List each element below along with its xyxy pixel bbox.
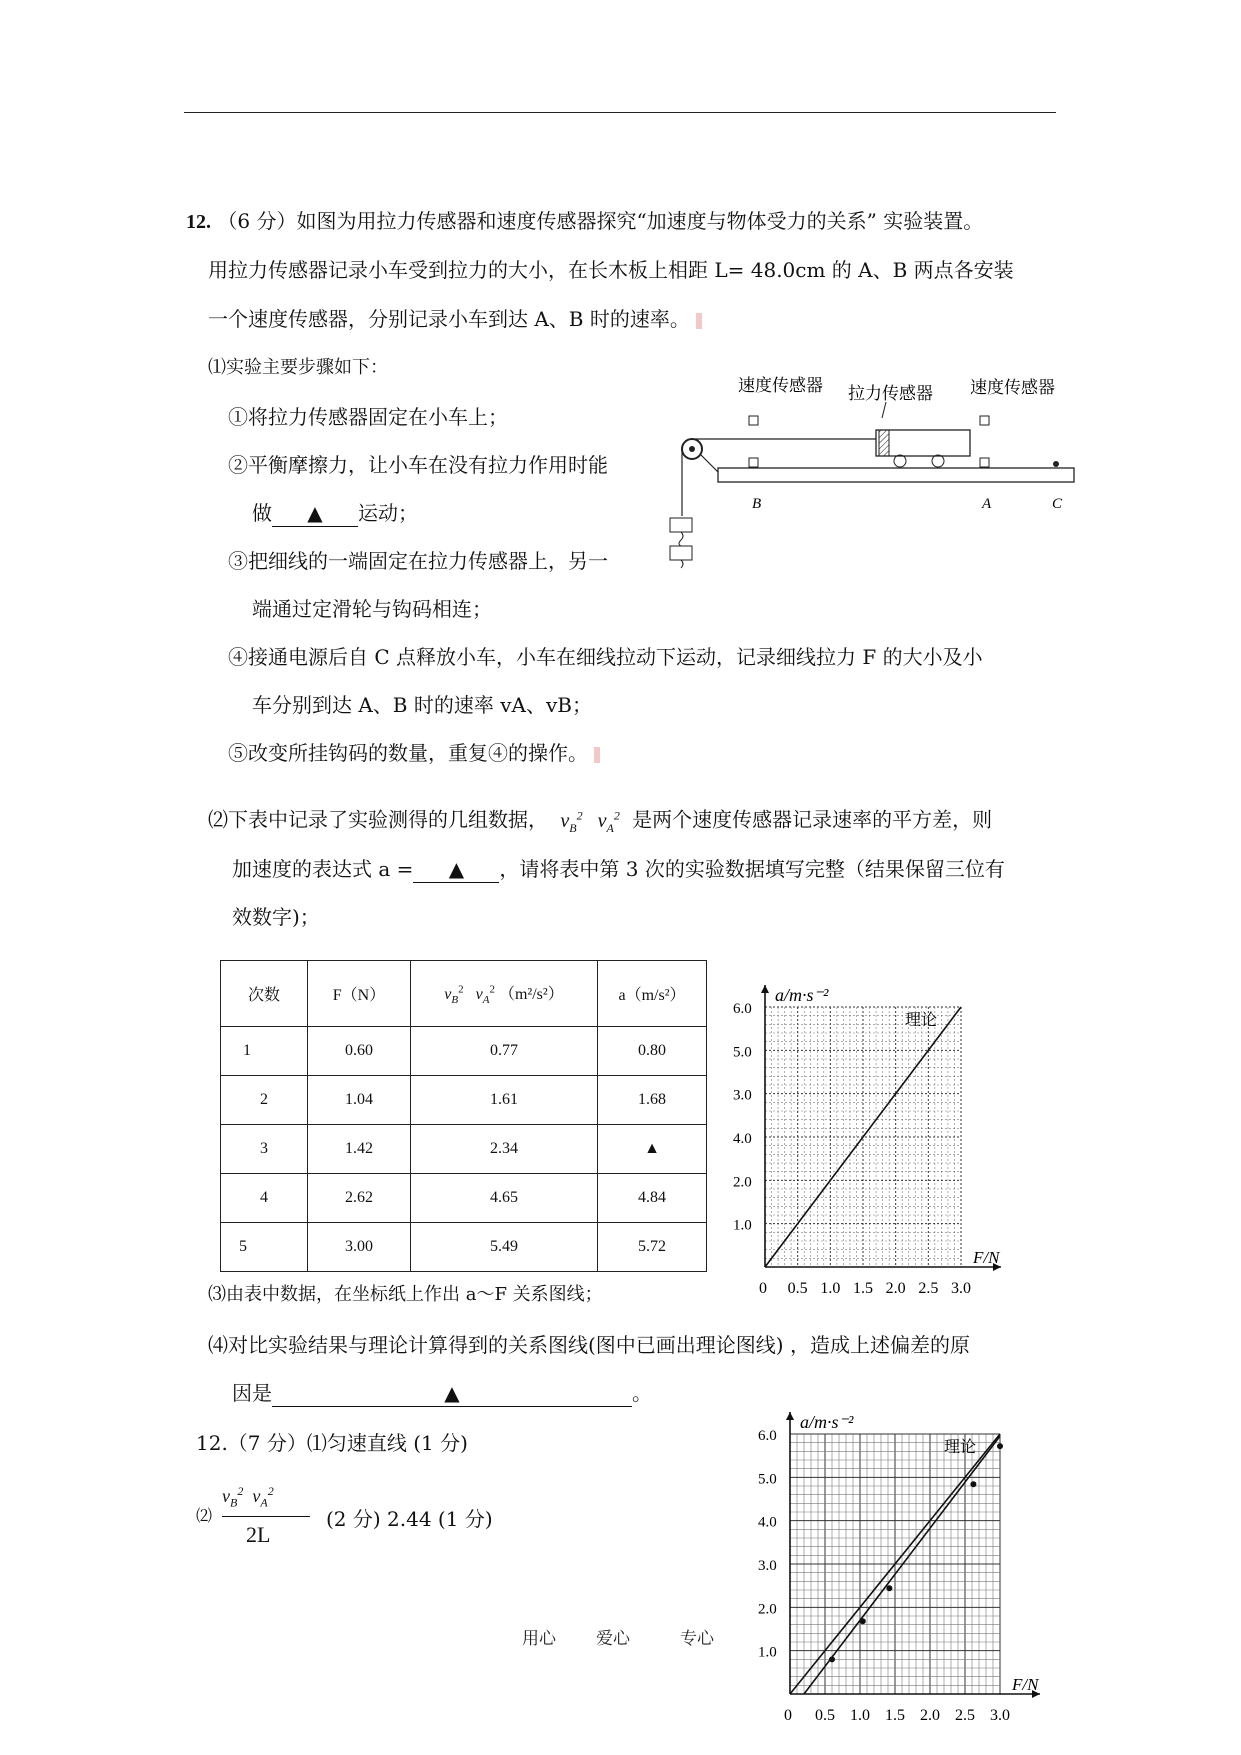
step-2a: ②平衡摩擦力，让小车在没有拉力作用时能 (228, 453, 608, 477)
chart-answer (750, 1390, 1100, 1730)
y-tick-label: 2.0 (733, 1174, 752, 1191)
data-table (220, 960, 707, 1272)
problem-line-3 (208, 306, 702, 332)
part2-line-3: 效数字)； (232, 905, 320, 929)
x-tick-label: 0.5 (815, 1707, 835, 1724)
apparatus-diagram (660, 368, 1080, 578)
step-2b-post: 运动； (358, 501, 418, 525)
cell-accel: 5.72 (598, 1223, 707, 1272)
problem-line-3-text: 一个速度传感器，分别记录小车到达 A、B 时的速率。 (208, 307, 690, 331)
table-row (221, 1125, 707, 1174)
step-5 (228, 740, 600, 766)
speed-sensor-top-left (749, 416, 758, 425)
x-tick-label: 2.0 (885, 1280, 906, 1295)
cell-trial: 3 (221, 1125, 308, 1174)
cart (876, 430, 970, 456)
answer-line-2 (196, 1482, 526, 1552)
part2-line-1-post: 是两个速度传感器记录速率的平方差，则 (632, 807, 993, 832)
step-4b: 车分别到达 A、B 时的速率 vA、vB； (252, 693, 592, 717)
cell-v2diff: 5.49 (411, 1223, 598, 1272)
y-tick-label: 2.0 (758, 1601, 777, 1618)
footer-text-1: 用心 (522, 1629, 556, 1649)
cell-trial: 2 (221, 1076, 308, 1125)
step-4a: ④接通电源后自 C 点释放小车，小车在细线拉动下运动，记录细线拉力 F 的大小及小 (228, 645, 983, 669)
part2-line-2-pre: 加速度的表达式 a = (232, 857, 414, 881)
cell-force: 1.04 (308, 1076, 411, 1125)
part1-heading: ⑴实验主要步骤如下： (208, 357, 388, 378)
label-speed-sensor-right: 速度传感器 (970, 378, 1055, 397)
problem-number: 12. (186, 211, 211, 233)
table-row (221, 1076, 707, 1125)
label-force-sensor: 拉力传感器 (848, 384, 933, 403)
y-tick-label: 4.0 (758, 1514, 777, 1531)
col-header-v2diff: $v_B^2$ $v_A^2$ （m²/s²） (411, 961, 598, 1027)
label-a: A (982, 496, 992, 512)
blank-reason: ▲ (272, 1380, 632, 1407)
part2-line-2-post: ，请将表中第 3 次的实验数据填写完整（结果保留三位有 (499, 857, 1005, 881)
x-tick-label: 0 (784, 1707, 792, 1724)
col-header-accel: a（m/s²） (598, 961, 707, 1027)
cell-v2diff: 0.77 (411, 1027, 598, 1076)
x-tick-label: 0.5 (787, 1280, 808, 1295)
part4-line-2-pre: 因是 (232, 1381, 272, 1405)
table-row (221, 1174, 707, 1223)
step-5-text: ⑤改变所挂钩码的数量，重复④的操作。 (228, 741, 588, 765)
table-row (221, 1027, 707, 1076)
point-c-dot (1053, 461, 1059, 467)
cell-accel: 1.68 (598, 1076, 707, 1125)
part2-line-1-pre: ⑵下表中记录了实验测得的几组数据， (208, 807, 548, 832)
cell-trial: 5 (221, 1223, 308, 1272)
step-3a: ③把细线的一端固定在拉力传感器上，另一 (228, 549, 608, 573)
x-tick-label: 1.0 (850, 1707, 870, 1724)
x-tick-label: 0 (759, 1280, 767, 1295)
y-tick-label: 5.0 (733, 1044, 752, 1061)
part3: ⑶由表中数据，在坐标纸上作出 a～F 关系图线； (208, 1284, 603, 1305)
cell-v2diff: 1.61 (411, 1076, 598, 1125)
y-tick-label: 1.0 (733, 1217, 752, 1234)
table-header-row (221, 961, 707, 1027)
blank-expression: ▲ (413, 856, 499, 883)
y-tick-label: 5.0 (758, 1471, 777, 1488)
x-axis-label: F/N (973, 1248, 1000, 1267)
edit-mark (594, 747, 600, 763)
step-1: ①将拉力传感器固定在小车上； (228, 405, 508, 429)
answer-part-label: ⑵ (196, 1506, 213, 1525)
x-tick-label: 2.5 (918, 1280, 939, 1295)
cart-wheel-right (932, 455, 944, 467)
y-tick-label: 3.0 (758, 1558, 777, 1574)
x-tick-label: 2.0 (920, 1707, 940, 1724)
y-axis-label: a/m·s⁻² (775, 985, 829, 1005)
data-point (886, 1585, 892, 1591)
force-sensor (879, 430, 889, 456)
y-axis-label: a/m·s⁻² (800, 1412, 854, 1432)
step-2b (252, 500, 418, 527)
y-axis-arrow (761, 985, 769, 993)
answer-denominator: 2L (246, 1522, 271, 1547)
series-label-theory: 理论 (944, 1439, 977, 1456)
y-tick-label: 4.0 (733, 1131, 752, 1147)
table-row (221, 1223, 707, 1272)
label-speed-sensor-left: 速度传感器 (738, 376, 823, 395)
cart-wheel-left (894, 455, 906, 467)
label-c: C (1052, 496, 1063, 512)
speed-sensor-bottom-left (749, 458, 758, 467)
part4-line-1: ⑷对比实验结果与理论计算得到的关系图线(图中已画出理论图线) ，造成上述偏差的原 (208, 1333, 970, 1357)
cell-force: 2.62 (308, 1174, 411, 1223)
speed-sensor-bottom-right (980, 458, 989, 467)
footer-text-2: 爱心 (596, 1629, 630, 1649)
problem-line-1 (186, 208, 983, 235)
part4-line-2 (232, 1380, 652, 1407)
y-axis-arrow (786, 1412, 794, 1420)
header-rule (184, 112, 1056, 113)
label-b: B (752, 496, 762, 512)
answer-numerator: $v_B^2$ $v_A^2$ (222, 1484, 274, 1510)
hook-weight-2 (670, 546, 692, 560)
step-3b: 端通过定滑轮与钩码相连； (252, 597, 492, 621)
part2-line-1 (208, 802, 992, 841)
answer-scores: (2 分) 2.44 (1 分) (326, 1507, 493, 1531)
col-header-force: F（N） (308, 961, 411, 1027)
cell-force: 0.60 (308, 1027, 411, 1076)
y-tick-label: 3.0 (733, 1087, 752, 1104)
fraction-bar (222, 1516, 310, 1517)
answer-line-1: 12.（7 分）⑴匀速直线 (1 分) (196, 1431, 468, 1455)
cell-force: 3.00 (308, 1223, 411, 1272)
x-tick-label: 2.5 (955, 1707, 975, 1724)
series-label-theory: 理论 (905, 1012, 938, 1029)
x-tick-label: 3.0 (990, 1707, 1010, 1724)
col-header-trial: 次数 (221, 961, 308, 1027)
part4-line-2-post: 。 (632, 1381, 652, 1405)
col-header-v2diff-unit: （m²/s²） (498, 985, 564, 1003)
y-tick-label: 1.0 (758, 1644, 777, 1661)
hook-weight-1 (670, 518, 692, 532)
cell-v2diff: 4.65 (411, 1174, 598, 1223)
y-tick-label: 6.0 (758, 1428, 777, 1444)
x-tick-label: 1.5 (853, 1280, 873, 1295)
track-board (718, 468, 1074, 482)
cell-force: 1.42 (308, 1125, 411, 1174)
cell-trial: 1 (221, 1027, 308, 1076)
edit-mark (696, 313, 702, 329)
cell-accel: 0.80 (598, 1027, 707, 1076)
x-tick-label: 1.5 (885, 1707, 905, 1724)
part2-line-2 (232, 856, 1005, 883)
y-tick-label: 6.0 (733, 1001, 752, 1017)
cell-v2diff: 2.34 (411, 1125, 598, 1174)
cell-trial: 4 (221, 1174, 308, 1223)
cell-accel: 4.84 (598, 1174, 707, 1223)
step-2b-pre: 做 (252, 501, 272, 525)
x-axis-label: F/N (1012, 1675, 1039, 1694)
problem-line-2: 用拉力传感器记录小车受到拉力的大小，在长木板上相距 L= 48.0cm 的 A、B 两点各安装 (208, 258, 1014, 282)
footer-text-3: 专心 (680, 1629, 714, 1649)
velocity-squared-diff: $v_B^2$ $v_A^2$ (560, 808, 620, 835)
speed-sensor-top-right (980, 416, 989, 425)
x-tick-label: 3.0 (951, 1280, 971, 1295)
x-tick-label: 1.0 (820, 1280, 841, 1295)
data-point (970, 1481, 976, 1487)
problem-intro: （6 分）如图为用拉力传感器和速度传感器探究“加速度与物体受力的关系” 实验装置。 (217, 209, 984, 233)
blank-motion: ▲ (272, 500, 358, 527)
data-point (997, 1443, 1003, 1449)
cell-accel: ▲ (598, 1125, 707, 1174)
chart-question (730, 975, 1090, 1295)
